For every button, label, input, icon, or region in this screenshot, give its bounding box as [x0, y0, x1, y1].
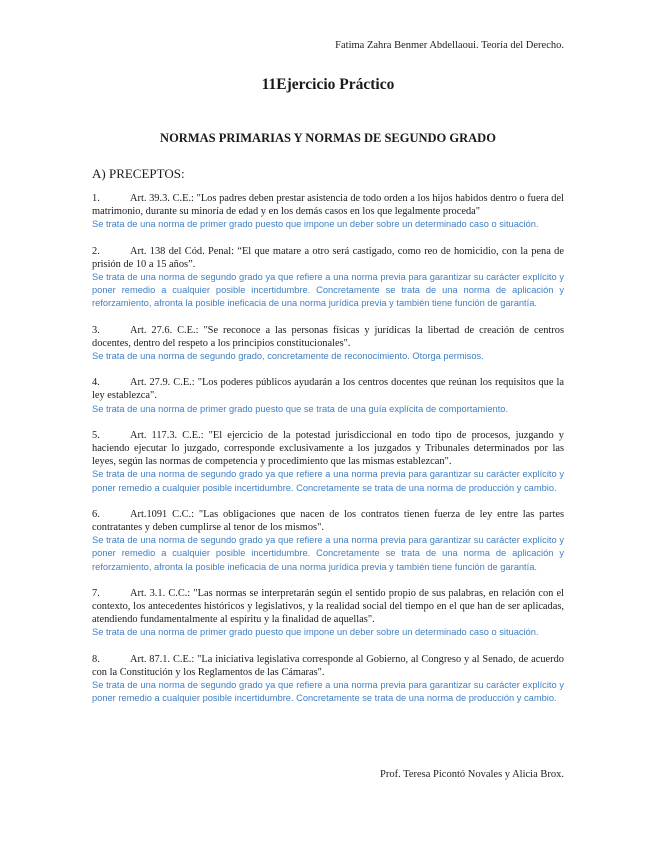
list-item: [92, 587, 564, 640]
list-item: [92, 429, 564, 495]
item-answer: Se trata de una norma de segundo grado ya que refiere a una norma previa para garantizar su carácter explícito y poner remedio a cualquier posible incertidumbre. Concretamente se trata de una norma de producción y cambio.: [92, 680, 564, 704]
item-precept-text: Art. 39.3. C.E.: "Los padres deben prestar asistencia de todo orden a los hijos habidos dentro o fuera del matrimonio, durante su minoría de edad y en los demás casos en los que legalmente proceda": [92, 193, 564, 218]
item-precept-text: Art. 87.1. C.E.: "La iniciativa legislativa corresponde al Gobierno, al Congreso y al Senado, de acuerdo con la Constitución y los Reglamentos de las Cámaras".: [92, 653, 564, 678]
list-item: [92, 376, 564, 416]
item-precept-text: Art. 138 del Cód. Penal: “El que matare a otro será castigado, como reo de homicidio, con la pena de prisión de 10 a 15 años”.: [92, 245, 564, 270]
item-answer: Se trata de una norma de segundo grado ya que refiere a una norma previa para garantizar su carácter explícito y poner remedio a cualquier posible incertidumbre. Concretamente se trata de una norma de producción y cambio.: [92, 469, 564, 493]
item-number: 7.: [92, 587, 100, 599]
item-precept-text: Art. 27.9. C.E.: "Los poderes públicos ayudarán a los centros docentes que reúnan los requisitos que la ley establezca".: [92, 377, 564, 402]
item-precept-text: Art.1091 C.C.: "Las obligaciones que nacen de los contratos tienen fuerza de ley entre las partes contratantes y deben cumplirse al tenor de los mismos".: [92, 508, 564, 534]
item-answer: Se trata de una norma de primer grado puesto que impone un deber sobre un determinado caso o situación.: [92, 627, 539, 638]
precepts-list: [92, 192, 564, 719]
item-answer: Se trata de una norma de segundo grado ya que refiere a una norma previa para garantizar su carácter explícito y poner remedio a cualquier posible incertidumbre. Concretamente se trata de una norma de aplicación y reforzamiento, afronta la posible ineficacia de una norma jurídica previa y también tiene función de garantía.: [92, 272, 564, 309]
item-answer: Se trata de una norma de segundo grado ya que refiere a una norma previa para garantizar su carácter explícito y poner remedio a cualquier posible incertidumbre. Concretamente se trata de una norma de aplicación y reforzamiento, afronta la posible ineficacia de una norma jurídica previa y también tiene función de garantía.: [92, 535, 564, 572]
item-number: 4.: [92, 377, 100, 389]
item-number: 1.: [92, 193, 100, 204]
item-answer: Se trata de una norma de primer grado puesto que impone un deber sobre un determinado caso o situación.: [92, 219, 539, 230]
item-number: 8.: [92, 653, 100, 665]
list-item: [92, 245, 564, 311]
list-item: [92, 192, 564, 232]
item-precept-text: Art. 117.3. C.E.: "El ejercicio de la potestad jurisdiccional en todo tipo de procesos, juzgando y haciendo ejecutar lo juzgado, corresponde exclusivamente a los juzgados y Tribunales determinados por las leyes, según las normas de competencia y procedimiento que las mismas establezcan".: [92, 429, 564, 468]
item-precept-text: Art. 3.1. C.C.: "Las normas se interpretarán según el sentido propio de sus palabras, en relación con el contexto, los antecedentes históricos y legislativos, y la realidad social del tiempo en el que han de ser aplicadas, atendiendo fundamentalmente al espíritu y la finalidad de aquellas".: [92, 587, 564, 626]
subheading-preceptos: A) PRECEPTOS:: [92, 166, 185, 181]
item-precept-text: Art. 27.6. C.E.: "Se reconoce a las personas físicas y jurídicas la libertad de creación de centros docentes, dentro del respeto a los principios constitucionales".: [92, 324, 564, 349]
section-title: NORMAS PRIMARIAS Y NORMAS DE SEGUNDO GRADO: [160, 131, 496, 145]
list-item: [92, 653, 564, 706]
item-number: 5.: [92, 429, 100, 441]
document-title: 11Ejercicio Práctico: [261, 76, 395, 93]
item-answer: Se trata de una norma de segundo grado, concretamente de reconocimiento. Otorga permisos.: [92, 351, 484, 362]
item-number: 2.: [92, 245, 100, 257]
footer-credits: Prof. Teresa Picontó Novales y Alicia Brox.: [380, 769, 564, 780]
header-author-line: Fatima Zahra Benmer Abdellaoui. Teoría del Derecho.: [335, 40, 564, 51]
item-number: 6.: [92, 508, 100, 520]
list-item: [92, 508, 564, 574]
item-number: 3.: [92, 324, 100, 336]
list-item: [92, 324, 564, 364]
item-answer: Se trata de una norma de primer grado puesto que se trata de una guía explícita de comportamiento.: [92, 403, 509, 414]
